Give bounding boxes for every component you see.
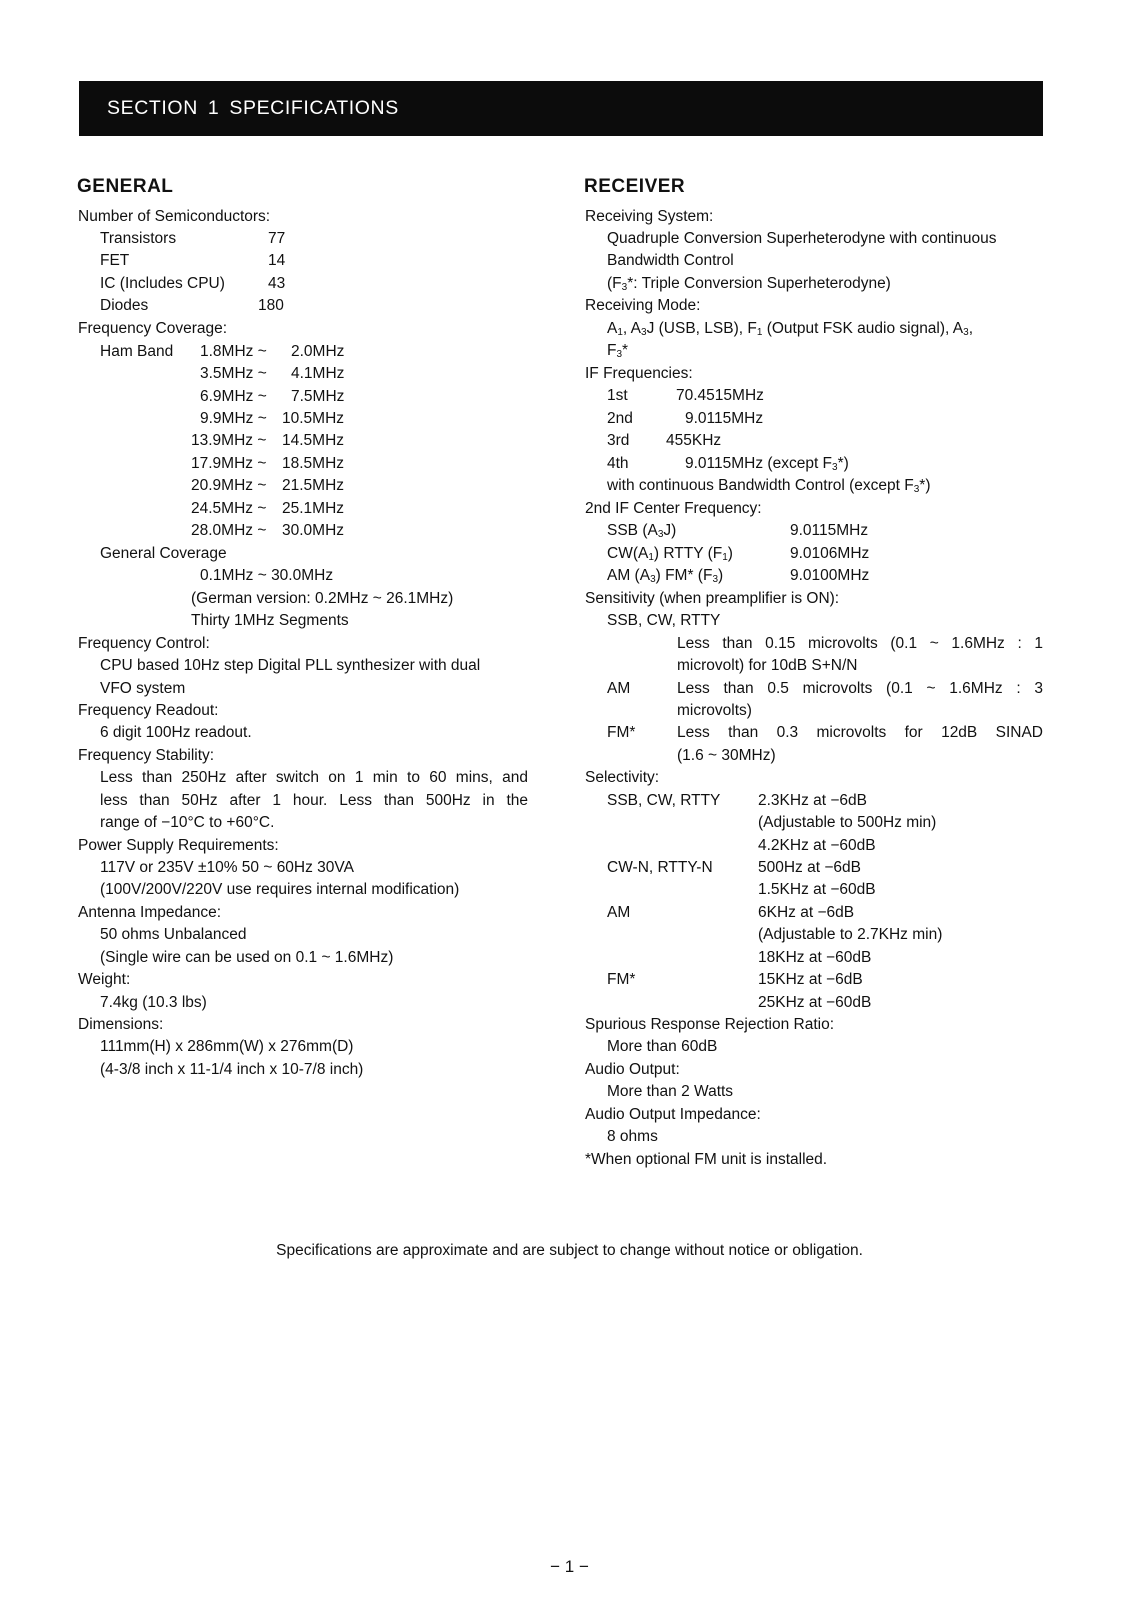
sens-fm-text: (1.6 ~ 30MHz) [677, 747, 776, 764]
band-high: 10.5MHz [282, 410, 345, 427]
band-high: 18.5MHz [282, 455, 345, 472]
spurious-text: More than 60dB [607, 1038, 718, 1055]
rx-system-triple: ($F_3*$: Triple Conversion Superheterodyne) [607, 275, 891, 293]
spurious-label: Spurious Response Rejection Ratio: [585, 1016, 834, 1033]
if-name: 2nd [607, 410, 633, 427]
semi-name: Transistors [100, 230, 177, 247]
rx-mode-part: J (USB, LSB), F [646, 320, 757, 337]
if-value: 9.0115MHz [685, 410, 764, 427]
band-low: 3.5MHz ~ [200, 365, 267, 382]
if2-value: 9.0106MHz [790, 545, 870, 562]
if2-name-part: SSB (A [607, 522, 658, 539]
freq-stability-text: Less than 250Hz after switch on 1 min to 60 mins, and [100, 769, 528, 786]
semi-name: FET [100, 252, 130, 269]
sens-ssb-text: Less than 0.15 microvolts (0.1 ~ 1.6MHz : 1 [677, 635, 1043, 652]
semi-name: IC (Includes CPU) [100, 275, 225, 292]
sel-value: 4.2KHz at −60dB [758, 837, 876, 854]
band-low: 17.9MHz ~ [191, 455, 267, 472]
band-low: 13.9MHz ~ [191, 432, 267, 449]
power-text: (100V/200V/220V use requires internal modification) [100, 881, 460, 898]
audio-text: More than 2 Watts [607, 1083, 734, 1100]
if2-name-part: ) FM* (F [655, 567, 713, 584]
power-text: 117V or 235V ±10% 50 ~ 60Hz 30VA [100, 859, 354, 876]
sens-am-label: AM [607, 680, 631, 697]
if-note-text: with continuous Bandwidth Control (except F [607, 477, 914, 494]
if-value-4th: 9.0115MHz (except $F_3*$) [685, 455, 849, 473]
page-number: − 1 − [550, 1557, 589, 1576]
sel-mode: CW-N, RTTY-N [607, 859, 713, 876]
band-low: 24.5MHz ~ [191, 500, 267, 517]
general-coverage-range: 0.1MHz ~ 30.0MHz [200, 567, 334, 584]
if2-label: 2nd IF Center Frequency: [585, 500, 762, 517]
freq-stability-text: less than 50Hz after 1 hour. Less than 500Hz in the [100, 792, 528, 809]
fm-footnote: *When optional FM unit is installed. [585, 1151, 828, 1168]
if2-name-part: J) [663, 522, 677, 539]
sel-value: 1.5KHz at −60dB [758, 881, 876, 898]
sensitivity-label: Sensitivity (when preamplifier is ON): [585, 590, 840, 607]
if2-name: $CW(A_1)$ RTTY $(F_1)$ [607, 545, 733, 563]
sel-value: 15KHz at −6dB [758, 971, 863, 988]
general-coverage-segments: Thirty 1MHz Segments [191, 612, 349, 629]
sens-fm-label: FM* [607, 724, 636, 741]
if-value: 455KHz [666, 432, 722, 449]
sel-mode: SSB, CW, RTTY [607, 792, 721, 809]
sel-mode: AM [607, 904, 631, 921]
antenna-label: Antenna Impedance: [78, 904, 222, 921]
dimensions-text: 111mm(H) x 286mm(W) x 276mm(D) [100, 1038, 354, 1055]
sel-value: 25KHz at −60dB [758, 994, 872, 1011]
rx-mode-text: $A_1$, $A_3J$ (USB, LSB), $F_1$ (Output FSK audio signal), $A_3$, [607, 320, 974, 338]
if2-name-part: CW(A [607, 545, 649, 562]
if2-value: 9.0115MHz [790, 522, 869, 539]
if2-name-part: ) RTTY (F [653, 545, 723, 562]
band-high: 30.0MHz [282, 522, 345, 539]
if-name: 3rd [607, 432, 630, 449]
freq-readout-label: Frequency Readout: [78, 702, 219, 719]
ham-band-label: Ham Band [100, 343, 174, 360]
power-label: Power Supply Requirements: [78, 837, 279, 854]
if-value: 70.4515MHz [676, 387, 764, 404]
rx-mode-part: , [968, 320, 974, 337]
dimensions-text: (4-3/8 inch x 11-1/4 inch x 10-7/8 inch) [100, 1061, 364, 1078]
rx-system-text: *: Triple Conversion Superheterodyne) [627, 275, 891, 292]
freq-control-text: VFO system [100, 680, 186, 697]
band-high: 25.1MHz [282, 500, 345, 517]
if-note: with continuous Bandwidth Control (except $F_3*$) [607, 477, 931, 495]
if-label: IF Frequencies: [585, 365, 693, 382]
general-coverage-label: General Coverage [100, 545, 227, 562]
sens-ssb-label: SSB, CW, RTTY [607, 612, 721, 629]
freq-coverage-label: Frequency Coverage: [78, 320, 228, 337]
semi-count: 180 [258, 297, 284, 314]
sel-value: (Adjustable to 500Hz min) [758, 814, 937, 831]
sel-mode: FM* [607, 971, 636, 988]
band-high: 7.5MHz [291, 388, 345, 405]
sens-fm-text: Less than 0.3 microvolts for 12dB SINAD [677, 724, 1043, 741]
sel-value: (Adjustable to 2.7KHz min) [758, 926, 943, 943]
if2-name-part: AM (A [607, 567, 651, 584]
freq-stability-label: Frequency Stability: [78, 747, 215, 764]
audio-imp-label: Audio Output Impedance: [585, 1106, 761, 1123]
dimensions-label: Dimensions: [78, 1016, 164, 1033]
band-low: 20.9MHz ~ [191, 477, 267, 494]
audio-imp-text: 8 ohms [607, 1128, 658, 1145]
if2-name-part: ) [718, 567, 724, 584]
semi-count: 43 [268, 275, 286, 292]
rx-system-label: Receiving System: [585, 208, 714, 225]
semi-count: 14 [268, 252, 286, 269]
footer-note: Specifications are approximate and are subject to change without notice or obligation. [276, 1242, 863, 1259]
semiconductors-label: Number of Semiconductors: [78, 208, 271, 225]
if2-name: SSB $(A_3J)$ [607, 522, 677, 540]
weight-text: 7.4kg (10.3 lbs) [100, 994, 207, 1011]
band-low: 1.8MHz ~ [200, 343, 267, 360]
section-title: SECTION 1 SPECIFICATIONS [107, 97, 399, 119]
sel-value: 2.3KHz at −6dB [758, 792, 867, 809]
band-high: 4.1MHz [291, 365, 345, 382]
semi-name: Diodes [100, 297, 149, 314]
sel-value: 500Hz at −6dB [758, 859, 861, 876]
sens-am-text: microvolts) [677, 702, 752, 719]
rx-system-text: Bandwidth Control [607, 252, 734, 269]
antenna-text: 50 ohms Unbalanced [100, 926, 247, 943]
if-value: 9.0115MHz (except F [685, 455, 833, 472]
band-low: 9.9MHz ~ [200, 410, 267, 427]
if2-value: 9.0100MHz [790, 567, 870, 584]
section-banner [79, 81, 1043, 136]
band-high: 2.0MHz [291, 343, 345, 360]
if2-name-part: ) [727, 545, 733, 562]
semi-count: 77 [268, 230, 286, 247]
receiver-heading: RECEIVER [584, 176, 686, 197]
sens-am-text: Less than 0.5 microvolts (0.1 ~ 1.6MHz : 3 [677, 680, 1043, 697]
if2-name: AM $(A_3)$ FM* $(F_3)$ [607, 567, 724, 585]
general-heading: GENERAL [77, 176, 174, 197]
freq-readout-text: 6 digit 100Hz readout. [100, 724, 252, 741]
weight-label: Weight: [78, 971, 131, 988]
antenna-text: (Single wire can be used on 0.1 ~ 1.6MHz) [100, 949, 394, 966]
band-low: 6.9MHz ~ [200, 388, 267, 405]
band-high: 21.5MHz [282, 477, 345, 494]
rx-mode-part: (Output FSK audio signal), A [762, 320, 964, 337]
sel-value: 18KHz at −60dB [758, 949, 872, 966]
rx-mode-label: Receiving Mode: [585, 297, 701, 314]
band-high: 14.5MHz [282, 432, 345, 449]
selectivity-label: Selectivity: [585, 769, 660, 786]
general-coverage-german: (German version: 0.2MHz ~ 26.1MHz) [191, 590, 454, 607]
rx-mode-f3: $F_3*$ [607, 342, 629, 360]
audio-label: Audio Output: [585, 1061, 680, 1078]
if-name: 1st [607, 387, 628, 404]
freq-stability-text: range of −10°C to +60°C. [100, 814, 275, 831]
band-low: 28.0MHz ~ [191, 522, 267, 539]
sel-value: 6KHz at −6dB [758, 904, 855, 921]
if-name: 4th [607, 455, 629, 472]
rx-system-text: Quadruple Conversion Superheterodyne with continuous [607, 230, 997, 247]
freq-control-label: Frequency Control: [78, 635, 210, 652]
sens-ssb-text: microvolt) for 10dB S+N/N [677, 657, 858, 674]
freq-control-text: CPU based 10Hz step Digital PLL synthesizer with dual [100, 657, 481, 674]
